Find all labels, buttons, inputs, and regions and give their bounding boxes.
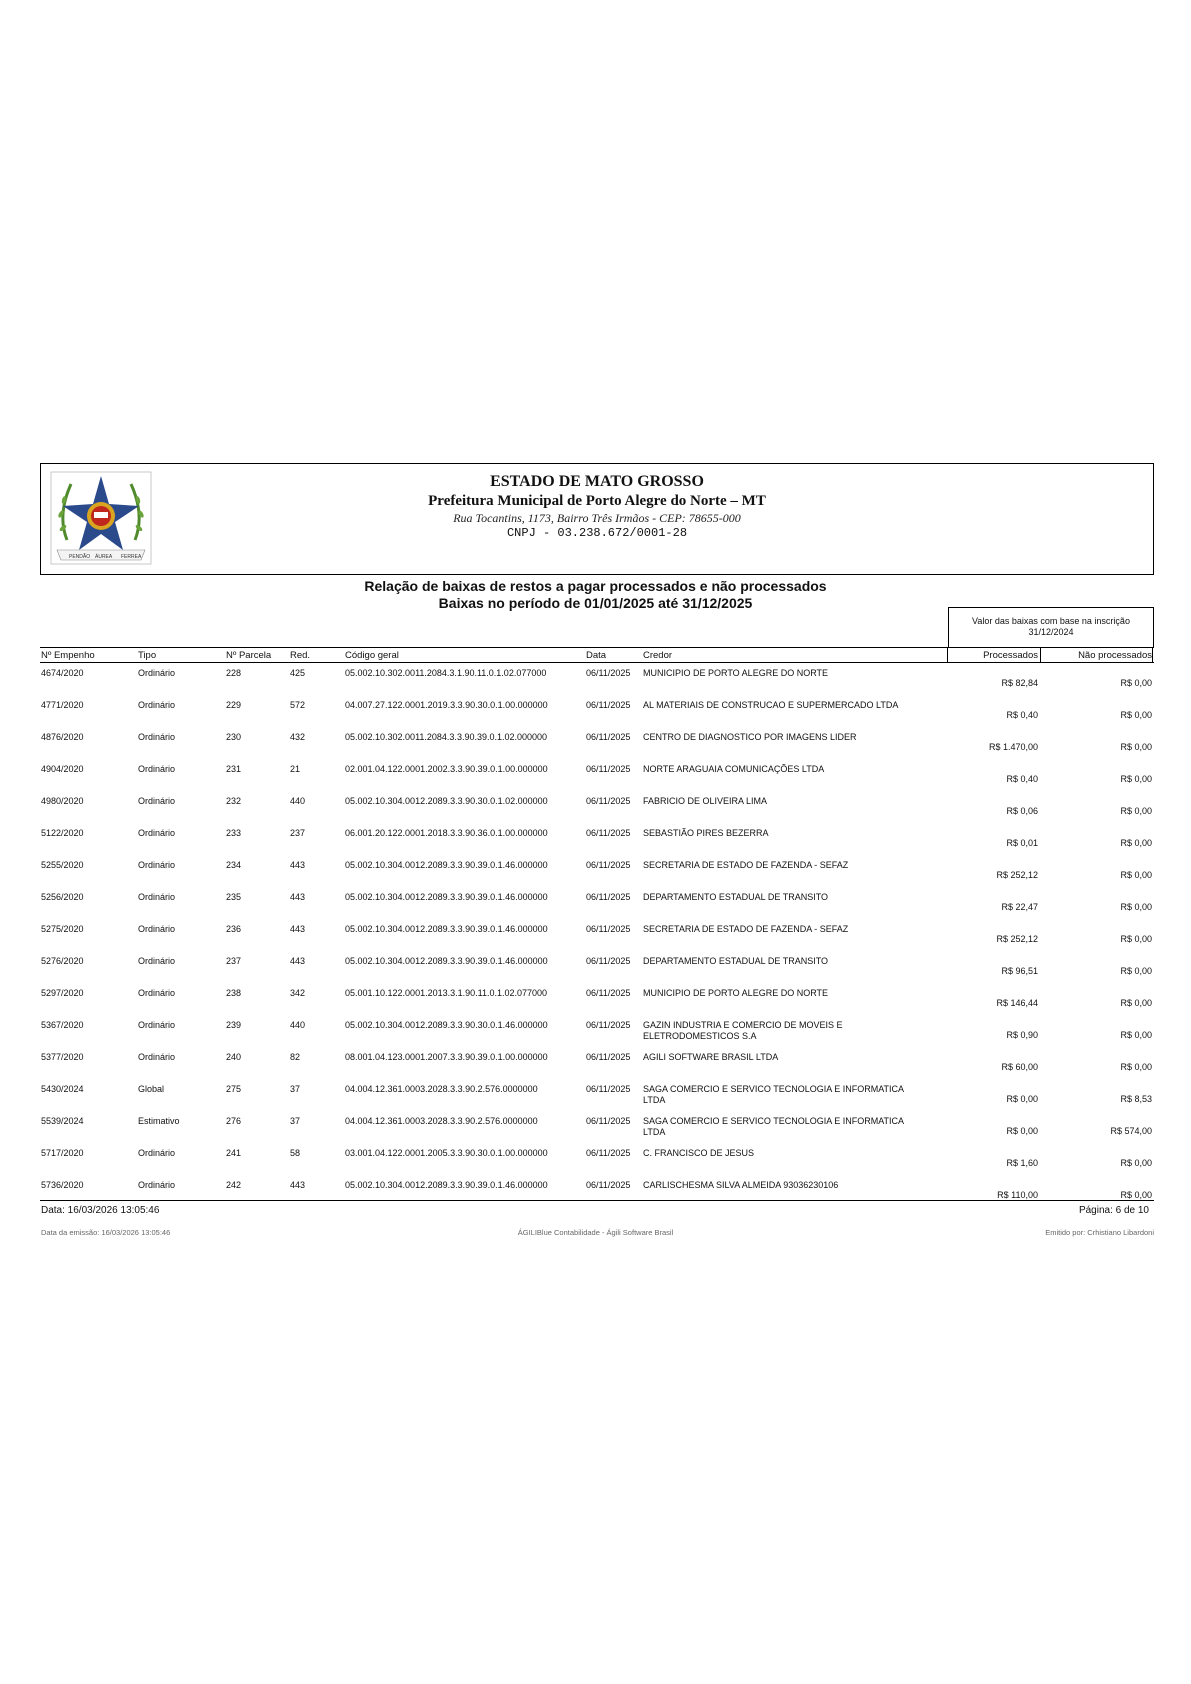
cell-credor: DEPARTAMENTO ESTADUAL DE TRANSITO xyxy=(643,956,829,966)
cell-credor: CENTRO DE DIAGNOSTICO POR IMAGENS LIDER xyxy=(643,732,857,742)
cell-parcela: 276 xyxy=(226,1116,242,1126)
cell-red: 443 xyxy=(290,1180,306,1190)
cell-tipo: Ordinário xyxy=(138,764,176,774)
cell-red: 432 xyxy=(290,732,306,742)
cell-credor: SEBASTIÃO PIRES BEZERRA xyxy=(643,828,769,838)
seal-text-3: FERREA xyxy=(121,554,142,560)
cell-red: 237 xyxy=(290,828,306,838)
col-nao-processados: Não processados xyxy=(1078,650,1152,661)
cell-nao-processados: R$ 0,00 xyxy=(1120,998,1152,1008)
table-row xyxy=(40,1116,1154,1146)
cell-data: 06/11/2025 xyxy=(586,732,631,742)
cell-data: 06/11/2025 xyxy=(586,1084,631,1094)
col-credor: Credor xyxy=(643,650,673,661)
cell-data: 06/11/2025 xyxy=(586,956,631,966)
cell-processados: R$ 0,00 xyxy=(1006,1094,1038,1104)
cell-data: 06/11/2025 xyxy=(586,828,631,838)
cell-codigo: 04.004.12.361.0003.2028.3.3.90.2.576.0000000 xyxy=(345,1084,538,1094)
table-bottom-rule xyxy=(40,1200,1154,1201)
cell-parcela: 229 xyxy=(226,700,242,710)
cell-data: 06/11/2025 xyxy=(586,668,631,678)
cell-empenho: 5297/2020 xyxy=(41,988,84,998)
table-row xyxy=(40,1020,1154,1050)
address: Rua Tocantins, 1173, Bairro Três Irmãos - CEP: 78655-000 xyxy=(453,511,741,525)
column-divider xyxy=(1040,648,1041,662)
cell-empenho: 4904/2020 xyxy=(41,764,84,774)
cell-tipo: Ordinário xyxy=(138,860,176,870)
seal-text-2: ÁUREA xyxy=(95,554,113,560)
cell-codigo: 05.002.10.304.0012.2089.3.3.90.39.0.1.46.000000 xyxy=(345,860,548,870)
cell-tipo: Ordinário xyxy=(138,1148,176,1158)
table-row xyxy=(40,828,1154,858)
cell-nao-processados: R$ 0,00 xyxy=(1120,934,1152,944)
cell-tipo: Ordinário xyxy=(138,732,176,742)
cell-credor: SECRETARIA DE ESTADO DE FAZENDA - SEFAZ xyxy=(643,860,849,870)
table-row xyxy=(40,924,1154,954)
cell-data: 06/11/2025 xyxy=(586,892,631,902)
cell-parcela: 239 xyxy=(226,1020,242,1030)
cell-empenho: 5430/2024 xyxy=(41,1084,84,1094)
cell-empenho: 5377/2020 xyxy=(41,1052,84,1062)
cell-parcela: 241 xyxy=(226,1148,242,1158)
cell-tipo: Ordinário xyxy=(138,828,176,838)
cell-credor: GAZIN INDUSTRIA E COMERCIO DE MOVEIS E xyxy=(643,1020,843,1030)
cell-empenho: 5367/2020 xyxy=(41,1020,84,1030)
cell-codigo: 05.002.10.304.0012.2089.3.3.90.39.0.1.46.000000 xyxy=(345,924,548,934)
cell-empenho: 4771/2020 xyxy=(41,700,84,710)
cell-parcela: 232 xyxy=(226,796,242,806)
cell-red: 572 xyxy=(290,700,306,710)
table-row xyxy=(40,1180,1154,1210)
cell-nao-processados: R$ 0,00 xyxy=(1120,838,1152,848)
cell-red: 443 xyxy=(290,956,306,966)
cell-credor: NORTE ARAGUAIA COMUNICAÇÕES LTDA xyxy=(643,764,825,774)
col-red: Red. xyxy=(290,650,311,661)
cell-credor: FABRICIO DE OLIVEIRA LIMA xyxy=(643,796,768,806)
cell-tipo: Ordinário xyxy=(138,924,176,934)
table-header xyxy=(40,647,1154,663)
cell-red: 443 xyxy=(290,892,306,902)
table-row xyxy=(40,1084,1154,1114)
cell-tipo: Ordinário xyxy=(138,700,176,710)
cell-codigo: 04.007.27.122.0001.2019.3.3.90.30.0.1.00.000000 xyxy=(345,700,548,710)
cell-credor-continued: LTDA xyxy=(643,1095,666,1105)
footer-page: Página: 6 de 10 xyxy=(1078,1205,1149,1216)
cell-credor: C. FRANCISCO DE JESUS xyxy=(643,1148,755,1158)
cell-processados: R$ 146,44 xyxy=(996,998,1038,1008)
cell-codigo: 08.001.04.123.0001.2007.3.3.90.39.0.1.00.000000 xyxy=(345,1052,548,1062)
cell-red: 425 xyxy=(290,668,306,678)
state-name: ESTADO DE MATO GROSSO xyxy=(490,473,704,490)
cell-red: 37 xyxy=(290,1116,301,1126)
cell-data: 06/11/2025 xyxy=(586,924,631,934)
cell-codigo: 05.002.10.304.0012.2089.3.3.90.30.0.1.46.000000 xyxy=(345,1020,548,1030)
table-row xyxy=(40,668,1154,698)
cell-nao-processados: R$ 0,00 xyxy=(1120,870,1152,880)
cell-codigo: 05.001.10.122.0001.2013.3.1.90.11.0.1.02.077000 xyxy=(345,988,548,998)
letterhead xyxy=(40,463,1154,575)
cell-tipo: Ordinário xyxy=(138,956,176,966)
cell-codigo: 02.001.04.122.0001.2002.3.3.90.39.0.1.00.000000 xyxy=(345,764,548,774)
cell-tipo: Ordinário xyxy=(138,796,176,806)
cell-nao-processados: R$ 0,00 xyxy=(1120,710,1152,720)
cell-nao-processados: R$ 8,53 xyxy=(1120,1094,1152,1104)
table-row xyxy=(40,1052,1154,1082)
cell-codigo: 05.002.10.304.0012.2089.3.3.90.39.0.1.46.000000 xyxy=(345,956,548,966)
cell-credor: SECRETARIA DE ESTADO DE FAZENDA - SEFAZ xyxy=(643,924,849,934)
cell-parcela: 237 xyxy=(226,956,242,966)
cell-tipo: Estimativo xyxy=(138,1116,180,1126)
cell-processados: R$ 82,84 xyxy=(1001,678,1038,688)
cell-credor: AL MATERIAIS DE CONSTRUCAO E SUPERMERCADO LTDA xyxy=(643,700,899,710)
cell-credor: CARLISCHESMA SILVA ALMEIDA 93036230106 xyxy=(643,1180,839,1190)
cell-data: 06/11/2025 xyxy=(586,1116,631,1126)
cell-processados: R$ 0,06 xyxy=(1006,806,1038,816)
cell-nao-processados: R$ 0,00 xyxy=(1120,1030,1152,1040)
table-row xyxy=(40,700,1154,730)
cell-parcela: 228 xyxy=(226,668,242,678)
cell-tipo: Ordinário xyxy=(138,1180,176,1190)
cell-nao-processados: R$ 0,00 xyxy=(1120,902,1152,912)
report-period: Baixas no período de 01/01/2025 até 31/12/2025 xyxy=(438,595,753,611)
cell-empenho: 5736/2020 xyxy=(41,1180,84,1190)
cell-codigo: 05.002.10.304.0012.2089.3.3.90.39.0.1.46.000000 xyxy=(345,1180,548,1190)
cell-empenho: 4876/2020 xyxy=(41,732,84,742)
cell-empenho: 5276/2020 xyxy=(41,956,84,966)
cnpj: CNPJ - 03.238.672/0001-28 xyxy=(506,526,688,540)
cell-empenho: 5256/2020 xyxy=(41,892,84,902)
table-row xyxy=(40,1148,1154,1178)
cell-credor: MUNICIPIO DE PORTO ALEGRE DO NORTE xyxy=(643,668,829,678)
cell-nao-processados: R$ 0,00 xyxy=(1120,678,1152,688)
cell-parcela: 231 xyxy=(226,764,242,774)
table-row xyxy=(40,860,1154,890)
cell-credor-continued: ELETRODOMESTICOS S.A xyxy=(643,1031,757,1041)
cell-nao-processados: R$ 0,00 xyxy=(1120,966,1152,976)
cell-parcela: 242 xyxy=(226,1180,242,1190)
cell-tipo: Ordinário xyxy=(138,1020,176,1030)
cell-parcela: 234 xyxy=(226,860,242,870)
footer-issued-by: Emitido por: Crhistiano Libardoni xyxy=(1045,1228,1154,1237)
cell-codigo: 06.001.20.122.0001.2018.3.3.90.36.0.1.00.000000 xyxy=(345,828,548,838)
cell-red: 342 xyxy=(290,988,306,998)
seal-text-1: PENDÃO xyxy=(69,554,91,560)
table-row xyxy=(40,764,1154,794)
cell-codigo: 03.001.04.122.0001.2005.3.3.90.30.0.1.00.000000 xyxy=(345,1148,548,1158)
cell-tipo: Ordinário xyxy=(138,668,176,678)
cell-processados: R$ 0,40 xyxy=(1006,774,1038,784)
col-codigo: Código geral xyxy=(345,650,399,661)
cell-parcela: 240 xyxy=(226,1052,242,1062)
cell-codigo: 05.002.10.302.0011.2084.3.3.90.39.0.1.02.000000 xyxy=(345,732,548,742)
cell-processados: R$ 0,40 xyxy=(1006,710,1038,720)
cell-red: 37 xyxy=(290,1084,301,1094)
cell-empenho: 4980/2020 xyxy=(41,796,84,806)
cell-data: 06/11/2025 xyxy=(586,860,631,870)
cell-processados: R$ 60,00 xyxy=(1001,1062,1038,1072)
table-row xyxy=(40,956,1154,986)
cell-data: 06/11/2025 xyxy=(586,988,631,998)
cell-processados: R$ 110,00 xyxy=(997,1190,1038,1200)
column-divider xyxy=(947,648,948,662)
value-basis-box xyxy=(948,607,1154,647)
cell-credor: AGILI SOFTWARE BRASIL LTDA xyxy=(643,1052,779,1062)
cell-processados: R$ 252,12 xyxy=(996,934,1038,944)
cell-codigo: 04.004.12.361.0003.2028.3.3.90.2.576.0000000 xyxy=(345,1116,538,1126)
report-title: Relação de baixas de restos a pagar processados e não processados xyxy=(364,578,827,594)
footer-date: Data: 16/03/2026 13:05:46 xyxy=(41,1205,160,1216)
cell-data: 06/11/2025 xyxy=(586,1052,631,1062)
cell-credor: MUNICIPIO DE PORTO ALEGRE DO NORTE xyxy=(643,988,829,998)
cell-processados: R$ 0,90 xyxy=(1006,1030,1038,1040)
cell-nao-processados: R$ 0,00 xyxy=(1120,1062,1152,1072)
letterhead-text xyxy=(41,472,1153,541)
cell-parcela: 233 xyxy=(226,828,242,838)
cell-empenho: 5275/2020 xyxy=(41,924,84,934)
value-basis-date: 31/12/2024 xyxy=(1028,627,1074,637)
cell-codigo: 05.002.10.304.0012.2089.3.3.90.39.0.1.46.000000 xyxy=(345,892,548,902)
cell-codigo: 05.002.10.304.0012.2089.3.3.90.30.0.1.02.000000 xyxy=(345,796,548,806)
footer-emission: Data da emissão: 16/03/2026 13:05:46 xyxy=(41,1228,171,1237)
col-empenho: Nº Empenho xyxy=(41,650,95,661)
cell-parcela: 236 xyxy=(226,924,242,934)
col-parcela: Nº Parcela xyxy=(226,650,272,661)
cell-nao-processados: R$ 0,00 xyxy=(1120,806,1152,816)
value-basis-label: Valor das baixas com base na inscrição xyxy=(972,616,1130,626)
cell-data: 06/11/2025 xyxy=(586,1020,631,1030)
cell-red: 443 xyxy=(290,924,306,934)
cell-data: 06/11/2025 xyxy=(586,1180,631,1190)
col-tipo: Tipo xyxy=(138,650,157,661)
cell-credor: DEPARTAMENTO ESTADUAL DE TRANSITO xyxy=(643,892,829,902)
cell-empenho: 4674/2020 xyxy=(41,668,84,678)
cell-processados: R$ 22,47 xyxy=(1001,902,1038,912)
cell-data: 06/11/2025 xyxy=(586,764,631,774)
cell-processados: R$ 0,01 xyxy=(1006,838,1038,848)
cell-tipo: Global xyxy=(138,1084,165,1094)
cell-credor: SAGA COMERCIO E SERVICO TECNOLOGIA E INFORMATICA xyxy=(643,1084,905,1094)
cell-parcela: 238 xyxy=(226,988,242,998)
cell-empenho: 5122/2020 xyxy=(41,828,84,838)
cell-nao-processados: R$ 574,00 xyxy=(1110,1126,1152,1136)
cell-nao-processados: R$ 0,00 xyxy=(1120,1158,1152,1168)
cell-red: 440 xyxy=(290,796,306,806)
cell-processados: R$ 0,00 xyxy=(1006,1126,1038,1136)
cell-tipo: Ordinário xyxy=(138,1052,176,1062)
prefecture-name: Prefeitura Municipal de Porto Alegre do Norte – MT xyxy=(428,493,766,509)
column-divider xyxy=(1152,648,1153,662)
cell-nao-processados: R$ 0,00 xyxy=(1120,742,1152,752)
footer-system: ÁGILIBlue Contabilidade - Ágili Software Brasil xyxy=(517,1228,674,1237)
col-processados: Processados xyxy=(983,650,1038,661)
cell-red: 440 xyxy=(290,1020,306,1030)
cell-red: 58 xyxy=(290,1148,301,1158)
cell-parcela: 275 xyxy=(226,1084,242,1094)
cell-parcela: 235 xyxy=(226,892,242,902)
table-row xyxy=(40,892,1154,922)
cell-credor-continued: LTDA xyxy=(643,1127,666,1137)
cell-tipo: Ordinário xyxy=(138,892,176,902)
cell-red: 443 xyxy=(290,860,306,870)
cell-processados: R$ 1,60 xyxy=(1006,1158,1038,1168)
cell-empenho: 5539/2024 xyxy=(41,1116,84,1126)
cell-empenho: 5255/2020 xyxy=(41,860,84,870)
cell-nao-processados: R$ 0,00 xyxy=(1120,1190,1152,1200)
cell-red: 82 xyxy=(290,1052,301,1062)
cell-processados: R$ 1.470,00 xyxy=(988,742,1038,752)
cell-codigo: 05.002.10.302.0011.2084.3.1.90.11.0.1.02.077000 xyxy=(345,668,547,678)
cell-empenho: 5717/2020 xyxy=(41,1148,84,1158)
cell-red: 21 xyxy=(290,764,301,774)
col-data: Data xyxy=(586,650,607,661)
cell-parcela: 230 xyxy=(226,732,242,742)
table-row xyxy=(40,796,1154,826)
cell-credor: SAGA COMERCIO E SERVICO TECNOLOGIA E INFORMATICA xyxy=(643,1116,905,1126)
cell-tipo: Ordinário xyxy=(138,988,176,998)
cell-processados: R$ 96,51 xyxy=(1001,966,1038,976)
cell-data: 06/11/2025 xyxy=(586,1148,631,1158)
table-row xyxy=(40,988,1154,1018)
table-row xyxy=(40,732,1154,762)
cell-nao-processados: R$ 0,00 xyxy=(1120,774,1152,784)
cell-processados: R$ 252,12 xyxy=(996,870,1038,880)
cell-data: 06/11/2025 xyxy=(586,700,631,710)
cell-data: 06/11/2025 xyxy=(586,796,631,806)
